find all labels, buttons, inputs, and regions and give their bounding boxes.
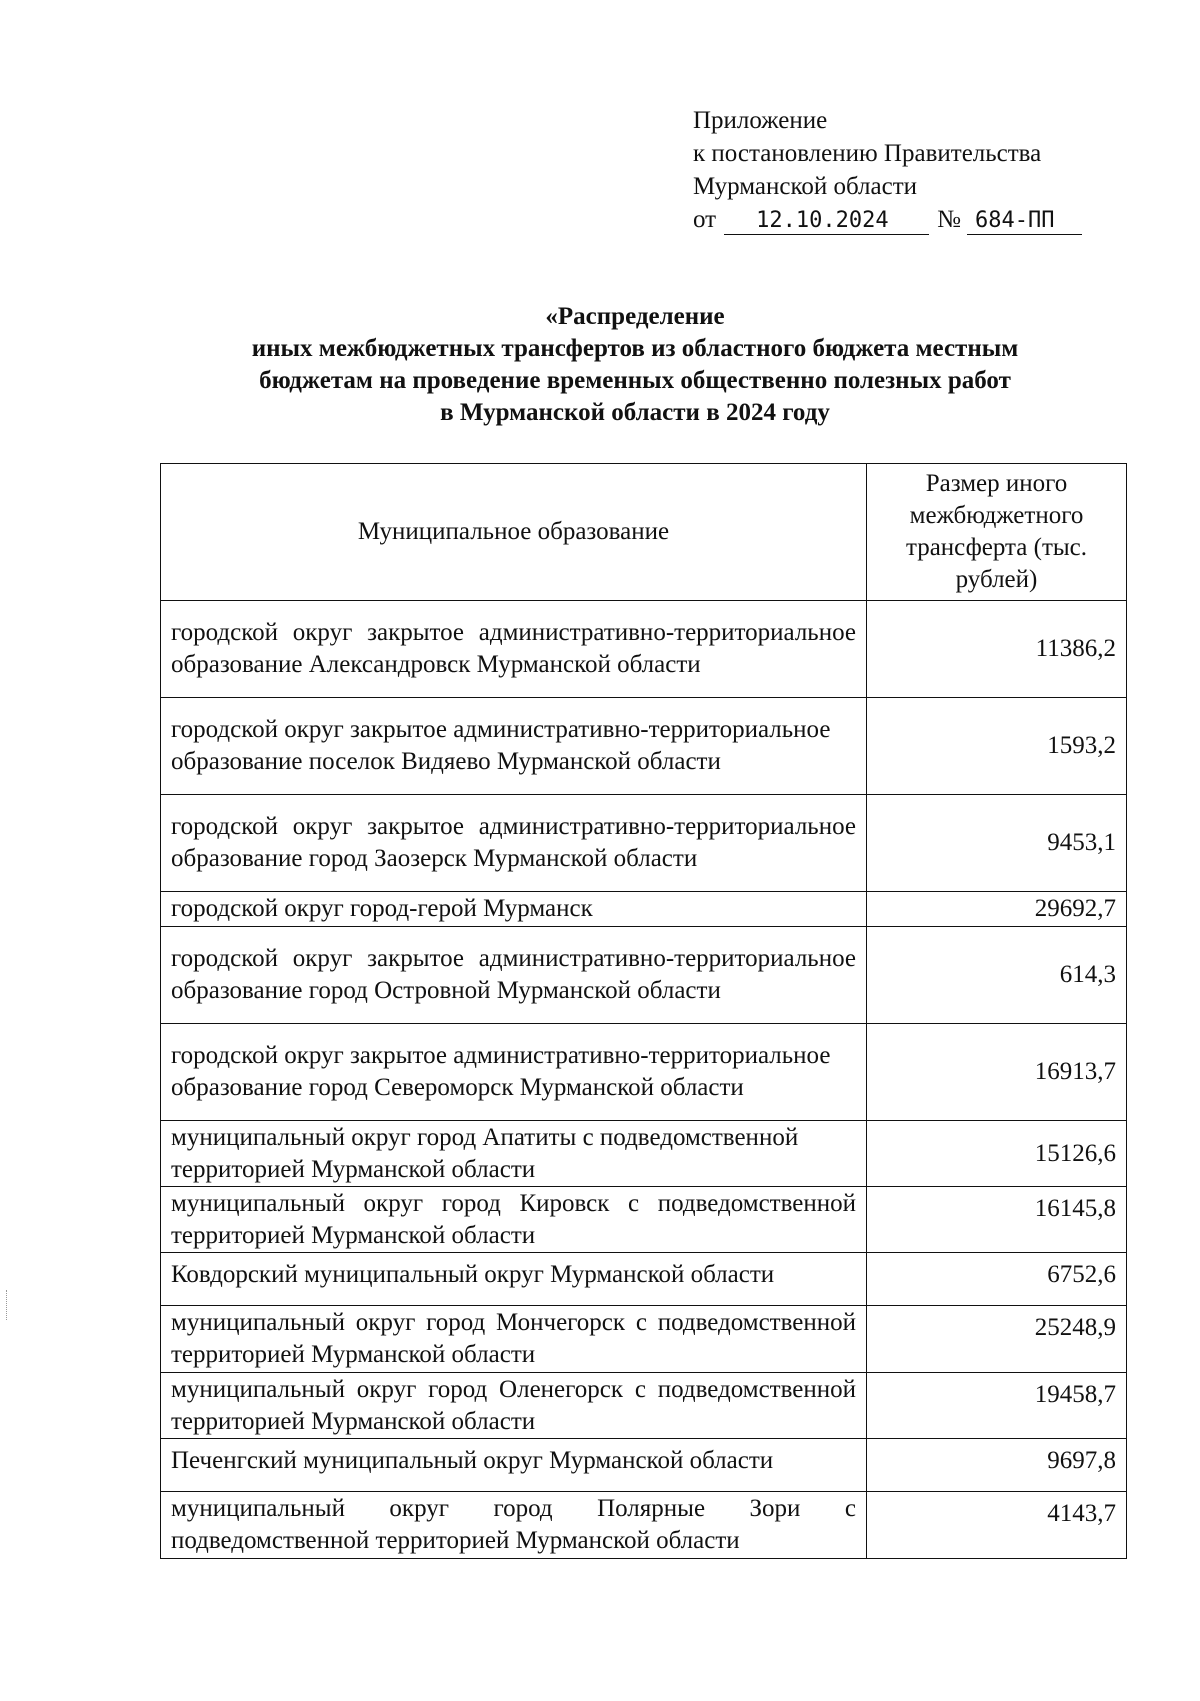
municipality-name: Ковдорский муниципальный округ Мурманской области xyxy=(161,1253,867,1306)
title-line-3: бюджетам на проведение временных общественно полезных работ xyxy=(259,367,1011,394)
table-row xyxy=(161,927,1127,1024)
transfer-amount: 9697,8 xyxy=(867,1439,1127,1492)
table-row xyxy=(161,1373,1127,1439)
table-row xyxy=(161,1187,1127,1253)
resolution-number: 684-ПП xyxy=(967,208,1082,235)
title-line-2: иных межбюджетных трансфертов из областного бюджета местным xyxy=(251,335,1019,362)
table-header-row xyxy=(161,464,1127,601)
appendix-block xyxy=(693,104,1082,236)
municipality-name: городской округ закрытое административно-территориальное образование город Североморск Мурманской области xyxy=(161,1024,867,1121)
document-title xyxy=(160,301,1110,429)
transfer-amount: 11386,2 xyxy=(867,601,1127,698)
transfer-amount: 1593,2 xyxy=(867,698,1127,795)
title-line-1: «Распределение xyxy=(545,303,725,330)
scan-artifact xyxy=(6,1290,9,1320)
date-prefix: от xyxy=(693,206,717,233)
municipality-name: городской округ закрытое административно-территориальное образование Александровск Мурманской области xyxy=(161,601,867,698)
transfer-amount: 16913,7 xyxy=(867,1024,1127,1121)
municipality-name: муниципальный округ город Полярные Зори с подведомственной территорией Мурманской области xyxy=(161,1492,867,1559)
transfer-amount: 15126,6 xyxy=(867,1121,1127,1187)
municipality-name: городской округ закрытое административно-территориальное образование город Островной Мурманской области xyxy=(161,927,867,1024)
resolution-date-number xyxy=(693,203,1082,236)
transfer-amount: 6752,6 xyxy=(867,1253,1127,1306)
municipality-name: муниципальный округ город Апатиты с подведомственной территорией Мурманской области xyxy=(161,1121,867,1187)
municipality-name: городской округ город-герой Мурманск xyxy=(161,892,867,927)
title-line-4: в Мурманской области в 2024 году xyxy=(440,399,830,426)
table-row xyxy=(161,795,1127,892)
resolution-date: 12.10.2024 xyxy=(724,208,929,235)
table-row xyxy=(161,1492,1127,1559)
table-row xyxy=(161,1306,1127,1373)
transfer-amount: 19458,7 xyxy=(867,1373,1127,1439)
appendix-heading: Приложение xyxy=(693,107,828,134)
municipality-name: городской округ закрытое административно-территориальное образование город Заозерск Мурманской области xyxy=(161,795,867,892)
table-row xyxy=(161,1253,1127,1306)
transfer-amount: 9453,1 xyxy=(867,795,1127,892)
transfer-amount: 4143,7 xyxy=(867,1492,1127,1559)
table-row xyxy=(161,601,1127,698)
transfer-amount: 29692,7 xyxy=(867,892,1127,927)
municipality-name: муниципальный округ город Оленегорск с подведомственной территорией Мурманской области xyxy=(161,1373,867,1439)
header-amount: Размер иного межбюджетного трансферта (тыс. рублей) xyxy=(867,464,1127,601)
transfer-amount: 16145,8 xyxy=(867,1187,1127,1253)
municipality-name: муниципальный округ город Мончегорск с подведомственной территорией Мурманской области xyxy=(161,1306,867,1373)
table-row xyxy=(161,1439,1127,1492)
municipality-name: муниципальный округ город Кировск с подведомственной территорией Мурманской области xyxy=(161,1187,867,1253)
municipality-name: Печенгский муниципальный округ Мурманской области xyxy=(161,1439,867,1492)
table-row xyxy=(161,1024,1127,1121)
number-sign: № xyxy=(937,206,961,233)
header-municipality: Муниципальное образование xyxy=(161,464,867,601)
table-row xyxy=(161,1121,1127,1187)
transfer-amount: 614,3 xyxy=(867,927,1127,1024)
appendix-region: Мурманской области xyxy=(693,173,918,200)
municipality-name: городской округ закрытое административно-территориальное образование поселок Видяево Мурманской области xyxy=(161,698,867,795)
table-row xyxy=(161,698,1127,795)
transfer-amount: 25248,9 xyxy=(867,1306,1127,1373)
table-row xyxy=(161,892,1127,927)
appendix-reference: к постановлению Правительства xyxy=(693,140,1042,167)
transfers-table xyxy=(160,463,1127,1559)
